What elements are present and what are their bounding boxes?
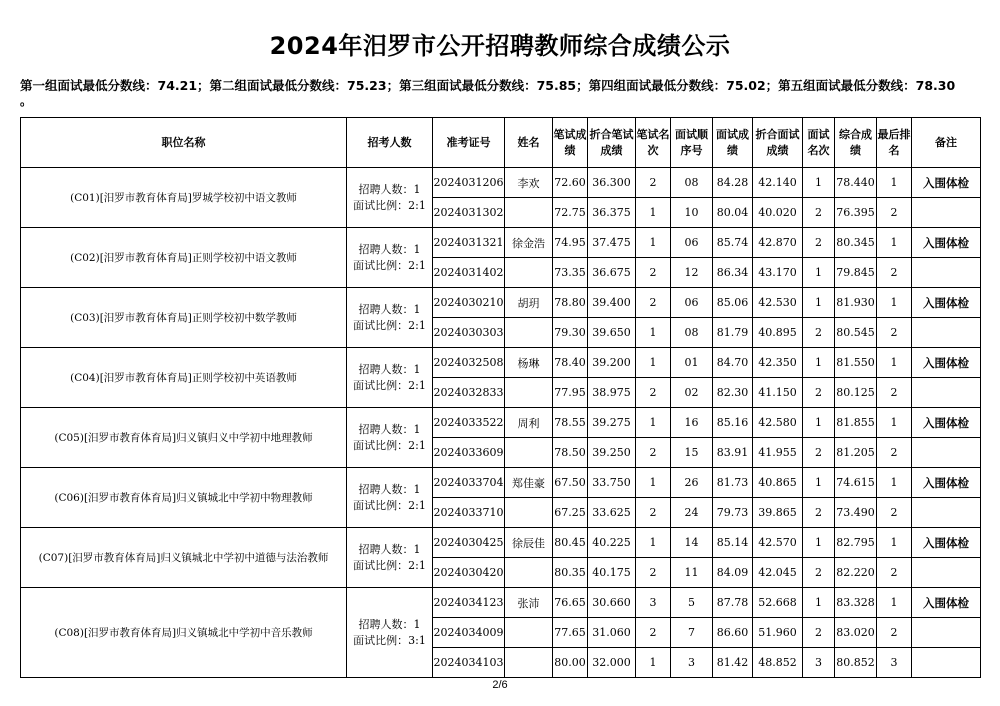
candidate-name <box>505 648 553 678</box>
interview-score: 86.34 <box>713 258 753 288</box>
interview-score: 86.60 <box>713 618 753 648</box>
total-score: 76.395 <box>835 198 877 228</box>
written-rank: 1 <box>636 408 671 438</box>
written-score: 76.65 <box>553 588 588 618</box>
final-rank: 2 <box>877 498 912 528</box>
interview-score: 84.70 <box>713 348 753 378</box>
interview-order: 15 <box>671 438 713 468</box>
interview-order: 7 <box>671 618 713 648</box>
header-position: 职位名称 <box>21 118 347 168</box>
recruit-count: 招聘人数：1 <box>358 542 421 556</box>
position-name: (C05)[汨罗市教育体育局]归义镇归义中学初中地理教师 <box>21 408 347 468</box>
written-converted: 40.175 <box>588 558 636 588</box>
interview-rank: 1 <box>803 348 835 378</box>
recruit-info <box>347 588 433 678</box>
final-rank: 2 <box>877 378 912 408</box>
remark <box>912 198 981 228</box>
exam-id: 2024033609 <box>433 438 505 468</box>
written-converted: 30.660 <box>588 588 636 618</box>
written-converted: 36.675 <box>588 258 636 288</box>
final-rank: 1 <box>877 348 912 378</box>
position-name: (C06)[汨罗市教育体育局]归义镇城北中学初中物理教师 <box>21 468 347 528</box>
recruit-count: 招聘人数：1 <box>358 242 421 256</box>
recruit-count: 招聘人数：1 <box>358 182 421 196</box>
total-score: 74.615 <box>835 468 877 498</box>
interview-score: 81.42 <box>713 648 753 678</box>
table-row <box>21 468 981 498</box>
interview-converted: 48.852 <box>753 648 803 678</box>
header-final-rank: 最后排名 <box>877 118 912 168</box>
interview-ratio: 面试比例：2:1 <box>353 258 426 272</box>
written-converted: 39.200 <box>588 348 636 378</box>
recruit-info <box>347 228 433 288</box>
written-rank: 1 <box>636 198 671 228</box>
recruit-info <box>347 288 433 348</box>
table-row <box>21 348 981 378</box>
written-rank: 2 <box>636 558 671 588</box>
final-rank: 1 <box>877 228 912 258</box>
interview-converted: 42.570 <box>753 528 803 558</box>
interview-converted: 51.960 <box>753 618 803 648</box>
candidate-name <box>505 558 553 588</box>
candidate-name <box>505 258 553 288</box>
candidate-name <box>505 498 553 528</box>
position-name: (C01)[汨罗市教育体育局]罗城学校初中语文教师 <box>21 168 347 228</box>
written-score: 78.80 <box>553 288 588 318</box>
remark <box>912 258 981 288</box>
candidate-name <box>505 318 553 348</box>
exam-id: 2024031206 <box>433 168 505 198</box>
written-converted: 33.750 <box>588 468 636 498</box>
page-number: 2/6 <box>492 679 508 691</box>
candidate-name <box>505 378 553 408</box>
exam-id: 2024033522 <box>433 408 505 438</box>
written-converted: 39.400 <box>588 288 636 318</box>
final-rank: 2 <box>877 258 912 288</box>
remark <box>912 558 981 588</box>
table-row <box>21 528 981 558</box>
exam-id: 2024034123 <box>433 588 505 618</box>
remark: 入围体检 <box>912 228 981 258</box>
written-converted: 36.375 <box>588 198 636 228</box>
candidate-name: 李欢 <box>505 168 553 198</box>
interview-rank: 2 <box>803 378 835 408</box>
written-converted: 40.225 <box>588 528 636 558</box>
total-score: 81.205 <box>835 438 877 468</box>
written-rank: 2 <box>636 378 671 408</box>
total-score: 78.440 <box>835 168 877 198</box>
total-score: 80.125 <box>835 378 877 408</box>
remark <box>912 618 981 648</box>
header-recruit: 招考人数 <box>347 118 433 168</box>
written-score: 67.25 <box>553 498 588 528</box>
interview-converted: 43.170 <box>753 258 803 288</box>
remark: 入围体检 <box>912 348 981 378</box>
total-score: 82.220 <box>835 558 877 588</box>
recruit-info <box>347 408 433 468</box>
exam-id: 2024031321 <box>433 228 505 258</box>
candidate-name: 徐金浩 <box>505 228 553 258</box>
interview-rank: 2 <box>803 438 835 468</box>
final-rank: 3 <box>877 648 912 678</box>
cutoff-notice-continuation: 。 <box>20 94 33 108</box>
interview-order: 06 <box>671 228 713 258</box>
candidate-name: 胡玥 <box>505 288 553 318</box>
exam-id: 2024032508 <box>433 348 505 378</box>
exam-id: 2024031402 <box>433 258 505 288</box>
interview-ratio: 面试比例：2:1 <box>353 198 426 212</box>
total-score: 80.545 <box>835 318 877 348</box>
interview-rank: 1 <box>803 408 835 438</box>
written-score: 80.45 <box>553 528 588 558</box>
recruit-info <box>347 468 433 528</box>
interview-order: 12 <box>671 258 713 288</box>
interview-converted: 52.668 <box>753 588 803 618</box>
recruit-info <box>347 348 433 408</box>
recruit-count: 招聘人数：1 <box>358 362 421 376</box>
interview-rank: 2 <box>803 558 835 588</box>
interview-rank: 1 <box>803 288 835 318</box>
candidate-name: 张沛 <box>505 588 553 618</box>
table-row <box>21 408 981 438</box>
interview-order: 06 <box>671 288 713 318</box>
header-remark: 备注 <box>912 118 981 168</box>
page-title: 2024年汨罗市公开招聘教师综合成绩公示 <box>269 32 731 60</box>
interview-converted: 41.955 <box>753 438 803 468</box>
written-converted: 39.250 <box>588 438 636 468</box>
candidate-name: 周利 <box>505 408 553 438</box>
written-score: 73.35 <box>553 258 588 288</box>
interview-order: 02 <box>671 378 713 408</box>
total-score: 81.930 <box>835 288 877 318</box>
written-score: 77.95 <box>553 378 588 408</box>
interview-converted: 42.580 <box>753 408 803 438</box>
interview-score: 83.91 <box>713 438 753 468</box>
final-rank: 1 <box>877 408 912 438</box>
interview-order: 5 <box>671 588 713 618</box>
interview-ratio: 面试比例：2:1 <box>353 498 426 512</box>
final-rank: 1 <box>877 528 912 558</box>
interview-rank: 2 <box>803 198 835 228</box>
interview-rank: 2 <box>803 618 835 648</box>
interview-rank: 2 <box>803 498 835 528</box>
header-written-score: 笔试成绩 <box>553 118 588 168</box>
final-rank: 1 <box>877 288 912 318</box>
table-row <box>21 288 981 318</box>
table-row <box>21 588 981 618</box>
interview-converted: 40.865 <box>753 468 803 498</box>
interview-converted: 40.020 <box>753 198 803 228</box>
remark <box>912 438 981 468</box>
written-rank: 1 <box>636 348 671 378</box>
written-rank: 2 <box>636 168 671 198</box>
candidate-name: 徐辰佳 <box>505 528 553 558</box>
remark: 入围体检 <box>912 288 981 318</box>
interview-ratio: 面试比例：2:1 <box>353 438 426 452</box>
interview-order: 14 <box>671 528 713 558</box>
interview-score: 82.30 <box>713 378 753 408</box>
header-interview-score: 面试成绩 <box>713 118 753 168</box>
total-score: 81.550 <box>835 348 877 378</box>
candidate-name: 杨琳 <box>505 348 553 378</box>
interview-converted: 42.530 <box>753 288 803 318</box>
written-score: 79.30 <box>553 318 588 348</box>
interview-order: 10 <box>671 198 713 228</box>
written-converted: 33.625 <box>588 498 636 528</box>
header-written-rank: 笔试名次 <box>636 118 671 168</box>
written-converted: 38.975 <box>588 378 636 408</box>
written-score: 72.60 <box>553 168 588 198</box>
interview-rank: 3 <box>803 648 835 678</box>
interview-score: 85.74 <box>713 228 753 258</box>
remark: 入围体检 <box>912 408 981 438</box>
exam-id: 2024032833 <box>433 378 505 408</box>
remark: 入围体检 <box>912 588 981 618</box>
total-score: 79.845 <box>835 258 877 288</box>
exam-id: 2024030425 <box>433 528 505 558</box>
interview-ratio: 面试比例：2:1 <box>353 378 426 392</box>
header-written-converted: 折合笔试成绩 <box>588 118 636 168</box>
interview-order: 08 <box>671 168 713 198</box>
written-score: 78.40 <box>553 348 588 378</box>
exam-id: 2024031302 <box>433 198 505 228</box>
written-converted: 36.300 <box>588 168 636 198</box>
interview-converted: 42.045 <box>753 558 803 588</box>
interview-score: 87.78 <box>713 588 753 618</box>
header-interview-converted: 折合面试成绩 <box>753 118 803 168</box>
written-converted: 39.275 <box>588 408 636 438</box>
written-rank: 1 <box>636 468 671 498</box>
total-score: 83.020 <box>835 618 877 648</box>
table-header-row <box>21 118 981 168</box>
exam-id: 2024030210 <box>433 288 505 318</box>
recruit-count: 招聘人数：1 <box>358 617 421 631</box>
table-row <box>21 168 981 198</box>
results-table <box>20 117 981 678</box>
interview-order: 08 <box>671 318 713 348</box>
interview-score: 80.04 <box>713 198 753 228</box>
table-body <box>21 168 981 678</box>
written-rank: 1 <box>636 648 671 678</box>
written-score: 67.50 <box>553 468 588 498</box>
interview-score: 79.73 <box>713 498 753 528</box>
table-row <box>21 228 981 258</box>
interview-converted: 42.140 <box>753 168 803 198</box>
header-interview-rank: 面试名次 <box>803 118 835 168</box>
remark <box>912 318 981 348</box>
interview-converted: 40.895 <box>753 318 803 348</box>
interview-score: 84.28 <box>713 168 753 198</box>
interview-rank: 1 <box>803 468 835 498</box>
written-score: 78.55 <box>553 408 588 438</box>
candidate-name <box>505 618 553 648</box>
interview-rank: 1 <box>803 258 835 288</box>
interview-score: 84.09 <box>713 558 753 588</box>
recruit-info <box>347 528 433 588</box>
interview-rank: 1 <box>803 528 835 558</box>
exam-id: 2024034103 <box>433 648 505 678</box>
interview-order: 16 <box>671 408 713 438</box>
written-score: 72.75 <box>553 198 588 228</box>
interview-score: 81.73 <box>713 468 753 498</box>
written-rank: 2 <box>636 618 671 648</box>
interview-order: 11 <box>671 558 713 588</box>
written-rank: 1 <box>636 318 671 348</box>
interview-score: 85.16 <box>713 408 753 438</box>
written-converted: 32.000 <box>588 648 636 678</box>
interview-rank: 1 <box>803 168 835 198</box>
final-rank: 1 <box>877 468 912 498</box>
remark: 入围体检 <box>912 468 981 498</box>
position-name: (C04)[汨罗市教育体育局]正则学校初中英语教师 <box>21 348 347 408</box>
total-score: 82.795 <box>835 528 877 558</box>
candidate-name <box>505 438 553 468</box>
exam-id: 2024030420 <box>433 558 505 588</box>
recruit-count: 招聘人数：1 <box>358 422 421 436</box>
final-rank: 1 <box>877 588 912 618</box>
final-rank: 2 <box>877 558 912 588</box>
interview-ratio: 面试比例：2:1 <box>353 558 426 572</box>
interview-score: 85.06 <box>713 288 753 318</box>
total-score: 80.345 <box>835 228 877 258</box>
interview-order: 01 <box>671 348 713 378</box>
written-rank: 2 <box>636 288 671 318</box>
exam-id: 2024030303 <box>433 318 505 348</box>
written-score: 78.50 <box>553 438 588 468</box>
final-rank: 2 <box>877 318 912 348</box>
written-score: 77.65 <box>553 618 588 648</box>
recruit-info <box>347 168 433 228</box>
remark: 入围体检 <box>912 168 981 198</box>
total-score: 83.328 <box>835 588 877 618</box>
recruit-count: 招聘人数：1 <box>358 302 421 316</box>
header-interview-order: 面试顺序号 <box>671 118 713 168</box>
exam-id: 2024033704 <box>433 468 505 498</box>
total-score: 81.855 <box>835 408 877 438</box>
written-converted: 37.475 <box>588 228 636 258</box>
header-total-score: 综合成绩 <box>835 118 877 168</box>
written-converted: 31.060 <box>588 618 636 648</box>
interview-rank: 1 <box>803 588 835 618</box>
exam-id: 2024033710 <box>433 498 505 528</box>
interview-score: 85.14 <box>713 528 753 558</box>
written-score: 80.00 <box>553 648 588 678</box>
interview-ratio: 面试比例：2:1 <box>353 318 426 332</box>
interview-converted: 42.350 <box>753 348 803 378</box>
position-name: (C08)[汨罗市教育体育局]归义镇城北中学初中音乐教师 <box>21 588 347 678</box>
interview-order: 3 <box>671 648 713 678</box>
interview-rank: 2 <box>803 228 835 258</box>
final-rank: 2 <box>877 618 912 648</box>
interview-rank: 2 <box>803 318 835 348</box>
written-rank: 2 <box>636 438 671 468</box>
final-rank: 1 <box>877 168 912 198</box>
remark: 入围体检 <box>912 528 981 558</box>
written-converted: 39.650 <box>588 318 636 348</box>
interview-score: 81.79 <box>713 318 753 348</box>
written-rank: 2 <box>636 498 671 528</box>
total-score: 80.852 <box>835 648 877 678</box>
cutoff-notice: 第一组面试最低分数线：74.21；第二组面试最低分数线：75.23；第三组面试最低分数线：75.85；第四组面试最低分数线：75.02；第五组面试最低分数线：78.30 <box>20 78 956 93</box>
remark <box>912 648 981 678</box>
candidate-name <box>505 198 553 228</box>
final-rank: 2 <box>877 198 912 228</box>
exam-id: 2024034009 <box>433 618 505 648</box>
written-rank: 3 <box>636 588 671 618</box>
interview-converted: 42.870 <box>753 228 803 258</box>
recruit-count: 招聘人数：1 <box>358 482 421 496</box>
interview-ratio: 面试比例：3:1 <box>353 633 426 647</box>
remark <box>912 378 981 408</box>
written-score: 74.95 <box>553 228 588 258</box>
written-rank: 1 <box>636 228 671 258</box>
header-exam-id: 准考证号 <box>433 118 505 168</box>
remark <box>912 498 981 528</box>
interview-order: 24 <box>671 498 713 528</box>
interview-converted: 41.150 <box>753 378 803 408</box>
written-rank: 1 <box>636 528 671 558</box>
final-rank: 2 <box>877 438 912 468</box>
position-name: (C03)[汨罗市教育体育局]正则学校初中数学教师 <box>21 288 347 348</box>
header-name: 姓名 <box>505 118 553 168</box>
position-name: (C02)[汨罗市教育体育局]正则学校初中语文教师 <box>21 228 347 288</box>
candidate-name: 郑佳豪 <box>505 468 553 498</box>
written-score: 80.35 <box>553 558 588 588</box>
interview-converted: 39.865 <box>753 498 803 528</box>
position-name: (C07)[汨罗市教育体育局]归义镇城北中学初中道德与法治教师 <box>21 528 347 588</box>
interview-order: 26 <box>671 468 713 498</box>
written-rank: 2 <box>636 258 671 288</box>
total-score: 73.490 <box>835 498 877 528</box>
